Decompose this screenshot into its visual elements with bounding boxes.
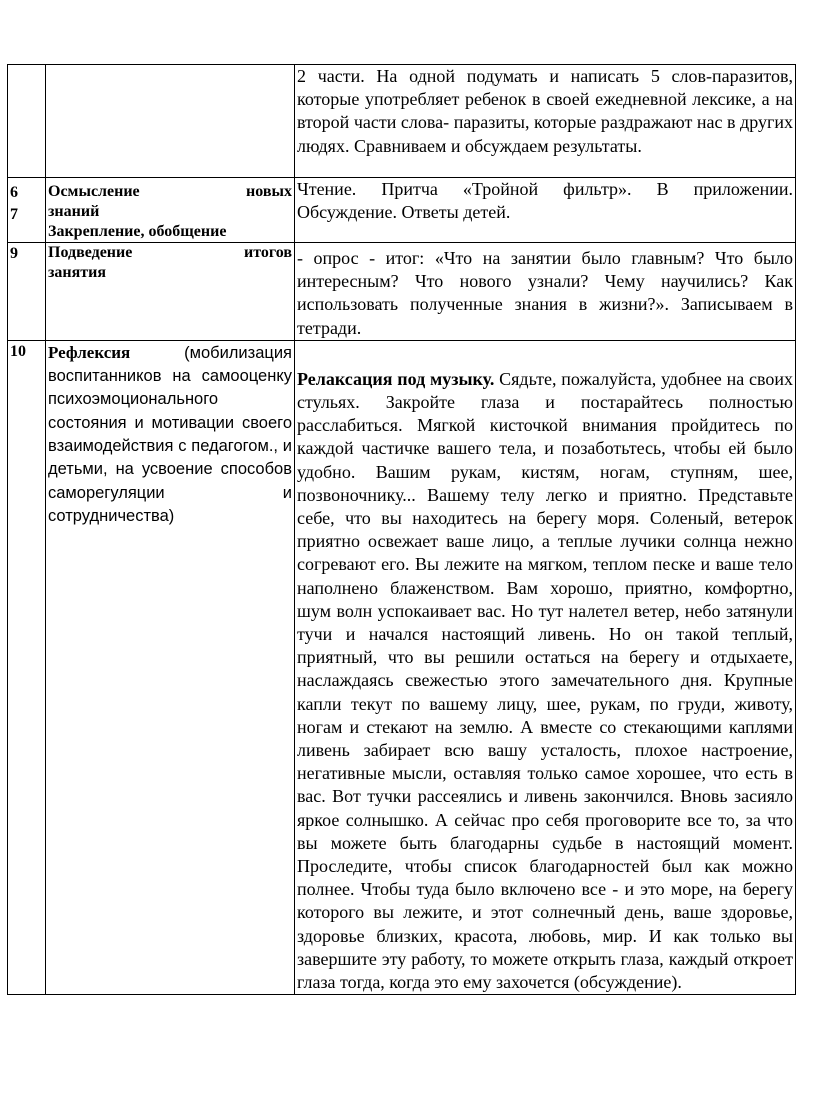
- stage-content-text: Сядьте, пожалуйста, удобнее на своих стульях. Закройте глаза и постарайтесь полностью расслабиться. Мягкой кисточкой внимания пройдитесь по каждой частичке вашего тела, и позаботьтесь, чтобы ей было удобно. Вашим рукам, кистям, ногам, ступням, шее, позвоночнику... Вашему телу легко и приятно. Представьте себе, что вы находитесь на берегу моря. Соленый, ветерок приятно освежает ваше лицо, а теплые лучики солнца нежно согревают его. Вы лежите на мягком, теплом песке и ваше тело наполнено блаженством. Вам хорошо, приятно, комфортно, шум волн успокаивает вас. Но тут налетел ветер, небо затянули тучи и начался настоящий ливень. Но он такой теплый, приятный, что вы решили остаться на берегу и отдыхаете, наслаждаясь свежестью этого замечательного дня. Крупные капли текут по вашему лицу, шее, рукам, по груди, животу, ногам и стекают на землю. А вместе со стекающими каплями ливень забирает всю вашу усталость, плохое настроение, негативные мысли, оставляя только самое хорошее, что есть в вас. Вот тучки рассеялись и ливень закончился. Вновь засияло яркое солнышко. А сейчас про себя проговорите все то, за что вы можете быть благодарны судьбе в настоящий момент. Проследите, чтобы список благодарностей был как можно полнее. Чтобы туда было включено все - и это море, на берегу которого вы лежите, и этот солнечный день, ваше здоровье, здоровье близких, красота, любовь, мир. И как только вы завершите эту работу, то можете открыть глаза, каждый откроет глаза тогда, когда это ему захочется (обсуждение).: [297, 368, 793, 993]
- stage-number: 7: [10, 206, 18, 223]
- stage-name-cell: [46, 178, 295, 243]
- stage-name: Осмысление новых: [48, 183, 292, 200]
- stage-content-cell: [295, 243, 796, 341]
- stage-name-cell: [46, 65, 295, 178]
- stage-content-text: - опрос - итог: «Что на занятии было главным? Что было интересным? Что нового узнали? Чему научились? Как использовать полученные знания в жизни?». Записываем в тетради.: [297, 248, 793, 338]
- table-row: [8, 243, 796, 341]
- stage-content-cell: [295, 65, 796, 178]
- stage-name: Рефлексия: [48, 342, 131, 362]
- stage-name: Закрепление, обобщение: [48, 223, 227, 240]
- stage-content-cell: [295, 178, 796, 243]
- stage-description: (мобилизация воспитанников на самооценку психоэмоционального состояния и мотивации своего взаимодействия с педагогом., и детьми, на усвоение способов саморегуляции и сотрудничества): [48, 343, 292, 525]
- stage-name-cell: [46, 243, 295, 341]
- stage-number-cell: [8, 340, 46, 994]
- stage-number: 10: [10, 342, 26, 360]
- stage-number-cell: [8, 65, 46, 178]
- stage-content-text: Чтение. Притча «Тройной фильтр». В приложении. Обсуждение. Ответы детей.: [297, 179, 793, 223]
- stage-name: занятия: [48, 264, 107, 281]
- stage-name: Подведение итогов: [48, 244, 292, 261]
- stage-number: 6: [10, 184, 18, 201]
- stage-name-cell: [46, 340, 295, 994]
- stage-number-cell: [8, 243, 46, 341]
- stage-content-title: Релаксация под музыку.: [297, 368, 495, 389]
- stage-number-cell: [8, 178, 46, 243]
- table-row: [8, 65, 796, 178]
- stage-name: знаний: [48, 203, 100, 220]
- table-row: [8, 178, 796, 243]
- lesson-plan-table: [7, 64, 796, 995]
- stage-content-text: 2 части. На одной подумать и написать 5 слов-паразитов, которые употребляет ребенок в своей ежедневной лексике, а на второй части слова- паразиты, которые раздражают нас в других людях. Сравниваем и обсуждаем результаты.: [297, 66, 793, 156]
- stage-number: 9: [10, 245, 18, 262]
- table-row: [8, 340, 796, 994]
- stage-content-cell: [295, 340, 796, 994]
